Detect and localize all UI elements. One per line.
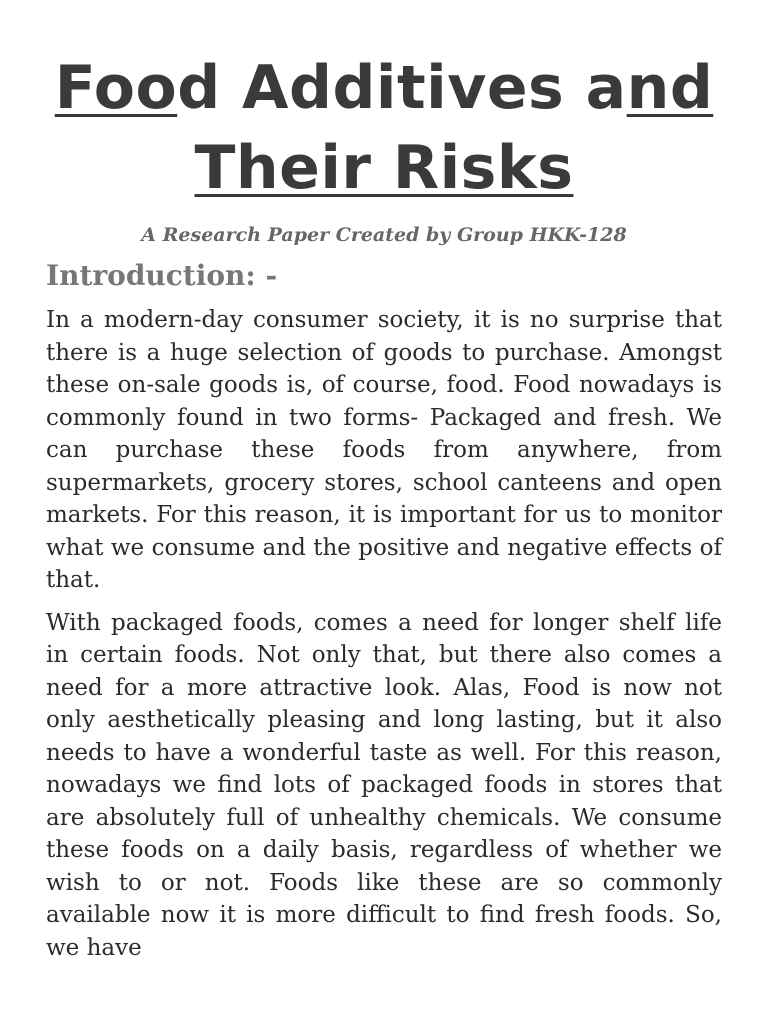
paragraph-2: With packaged foods, comes a need for longer shelf life in certain foods. Not only that, but there also comes a need for a more attractive look. Alas, Food is now not only aesthetically pleasing and long lasting, but it also needs to have a wonderful taste as well. For this reason, nowadays we find lots of packaged foods in stores that are absolutely full of unhealthy chemicals. We consume these foods on a daily basis, regardless of whether we wish to or not. Foods like these are so commonly available now it is more difficult to find fresh foods. So, we have: [46, 609, 722, 961]
title-part-1: Foo: [54, 53, 178, 123]
document-subtitle: A Research Paper Created by Group HKK-128: [141, 224, 627, 246]
title-part-3: nd: [626, 53, 714, 123]
paragraph-1: In a modern-day consumer society, it is no surprise that there is a huge selection of goods to purchase. Amongst these on-sale goods is, of course, food. Food nowadays is commonly found in two forms- Packaged and fresh. We can purchase these foods from anywhere, from supermarkets, grocery stores, school canteens and open markets. For this reason, it is important for us to monitor what we consume and the positive and negative effects of that.: [46, 307, 722, 593]
section-heading-introduction: Introduction: -: [46, 259, 278, 292]
document-title: [46, 0, 722, 208]
title-part-2: d Additives a: [177, 53, 627, 123]
title-line-2: Their Risks: [194, 133, 574, 203]
